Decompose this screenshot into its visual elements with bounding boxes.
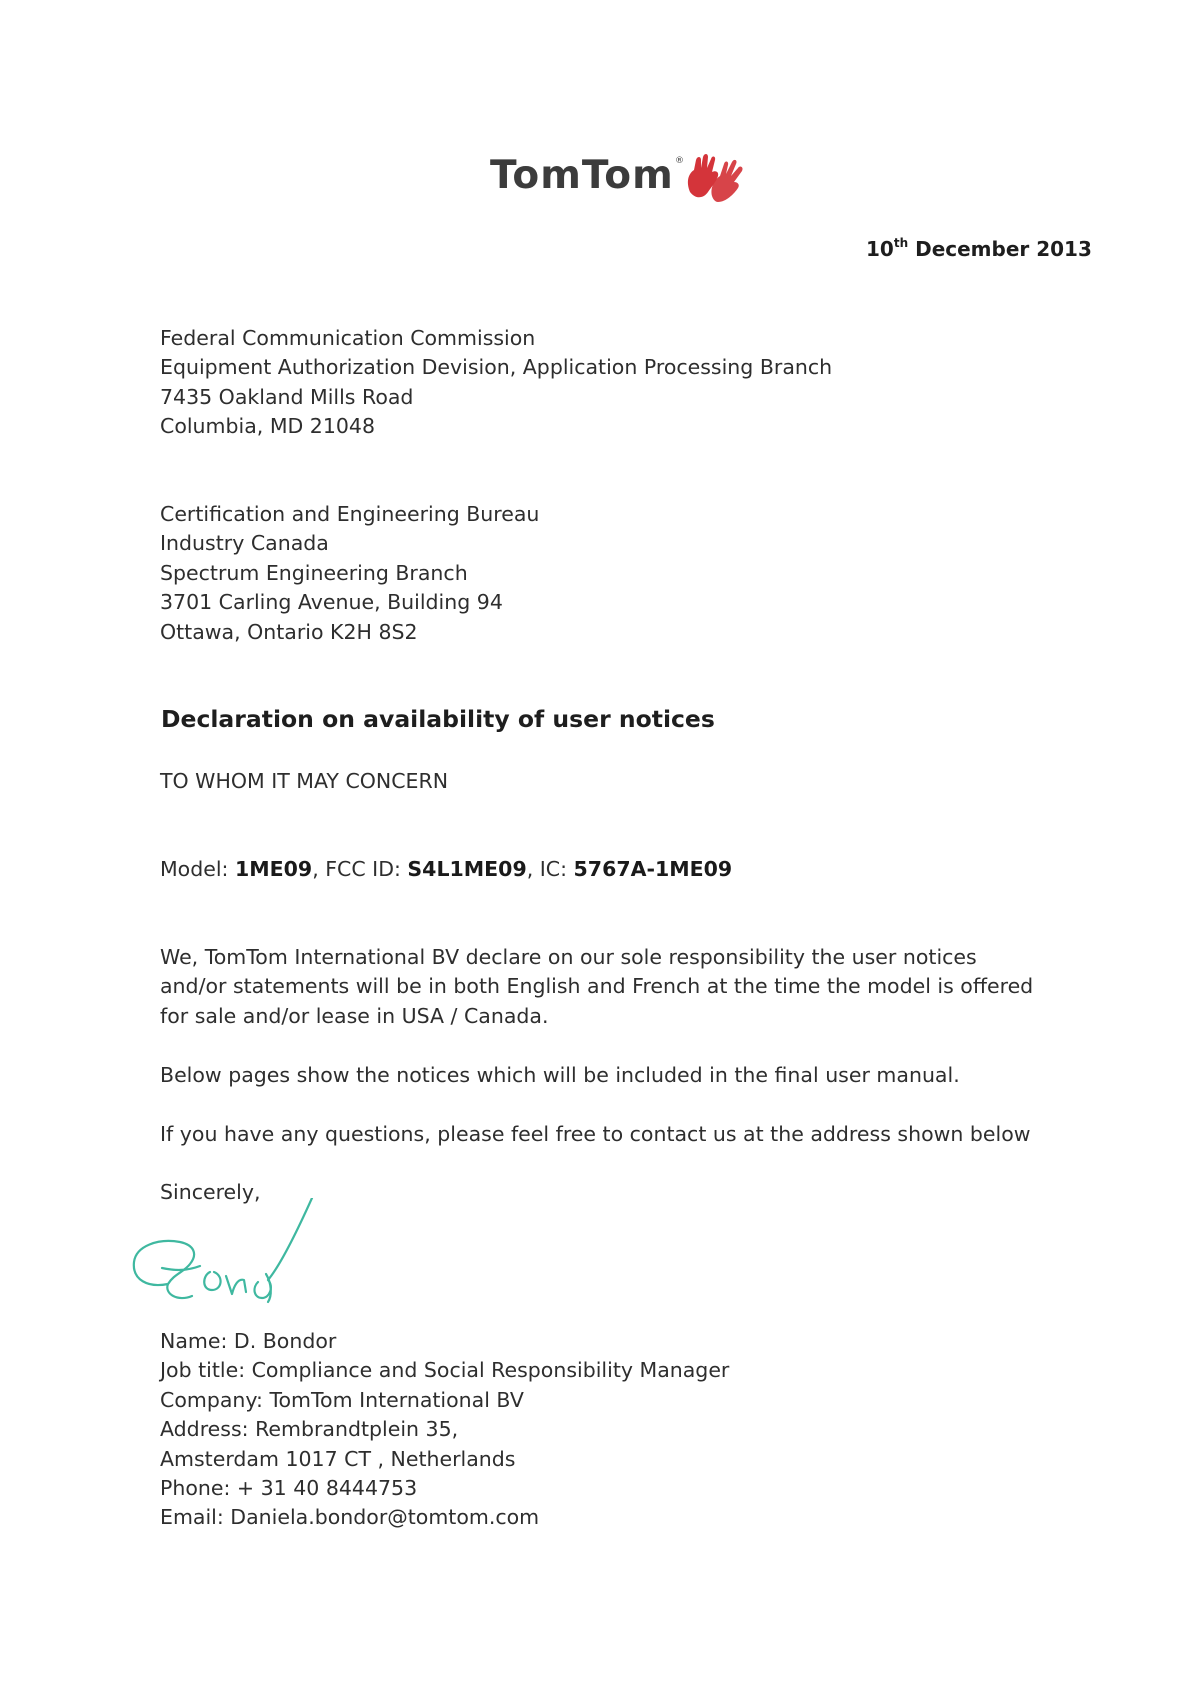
recipient-address-fcc — [160, 324, 832, 442]
tomtom-hands-logo-icon — [682, 152, 744, 206]
letter-date — [866, 236, 1092, 261]
address-line: Certification and Engineering Bureau — [160, 502, 540, 526]
signer-city: Amsterdam 1017 CT , Netherlands — [160, 1446, 516, 1471]
signer-address: Address: Rembrandtplein 35, — [160, 1417, 459, 1442]
model-label: Model: — [160, 857, 235, 881]
signer-job-title: Job title: Compliance and Social Responsibility Manager — [160, 1358, 730, 1383]
fcc-label: , FCC ID: — [312, 857, 408, 881]
letter-heading: Declaration on availability of user notices — [161, 705, 715, 733]
letter-greeting: TO WHOM IT MAY CONCERN — [160, 769, 449, 793]
date-rest: December 2013 — [915, 237, 1092, 261]
signer-details — [160, 1327, 729, 1533]
handwritten-signature — [128, 1198, 328, 1316]
model-value: 1ME09 — [234, 857, 313, 881]
address-line: 3701 Carling Avenue, Building 94 — [160, 590, 503, 615]
signer-name: Name: D. Bondor — [160, 1329, 337, 1353]
fcc-id-value: S4L1ME09 — [407, 857, 527, 881]
contact-paragraph: If you have any questions, please feel free to contact us at the address shown below — [160, 1122, 1031, 1146]
model-line — [160, 857, 732, 881]
address-line: 7435 Oakland Mills Road — [160, 384, 414, 409]
address-line: Ottawa, Ontario K2H 8S2 — [160, 619, 418, 644]
address-line: Industry Canada — [160, 531, 329, 556]
date-day: 10 — [866, 237, 894, 261]
ic-label: , IC: — [526, 857, 574, 881]
address-line: Columbia, MD 21048 — [160, 414, 376, 439]
ic-value: 5767A-1ME09 — [573, 857, 733, 881]
company-logo — [490, 152, 750, 212]
signer-company: Company: TomTom International BV — [160, 1387, 524, 1412]
notices-paragraph: Below pages show the notices which will be included in the final user manual. — [160, 1063, 960, 1087]
recipient-address-ic — [160, 500, 539, 647]
address-line: Equipment Authorization Devision, Application Processing Branch — [160, 355, 833, 380]
registered-mark: ® — [675, 156, 684, 166]
declaration-paragraph: We, TomTom International BV declare on our sole responsibility the user notices and/or statements will be in both English and French at the time the model is offered for sale and/or lease in USA / Canada. — [160, 945, 1034, 1028]
date-suffix: th — [893, 236, 909, 250]
signer-phone: Phone: + 31 40 8444753 — [160, 1476, 418, 1501]
signer-email: Email: Daniela.bondor@tomtom.com — [160, 1505, 540, 1530]
address-line: Spectrum Engineering Branch — [160, 560, 468, 585]
closing-salutation: Sincerely, — [160, 1180, 261, 1204]
address-line: Federal Communication Commission — [160, 326, 536, 350]
logo-wordmark: TomTom — [490, 153, 674, 198]
